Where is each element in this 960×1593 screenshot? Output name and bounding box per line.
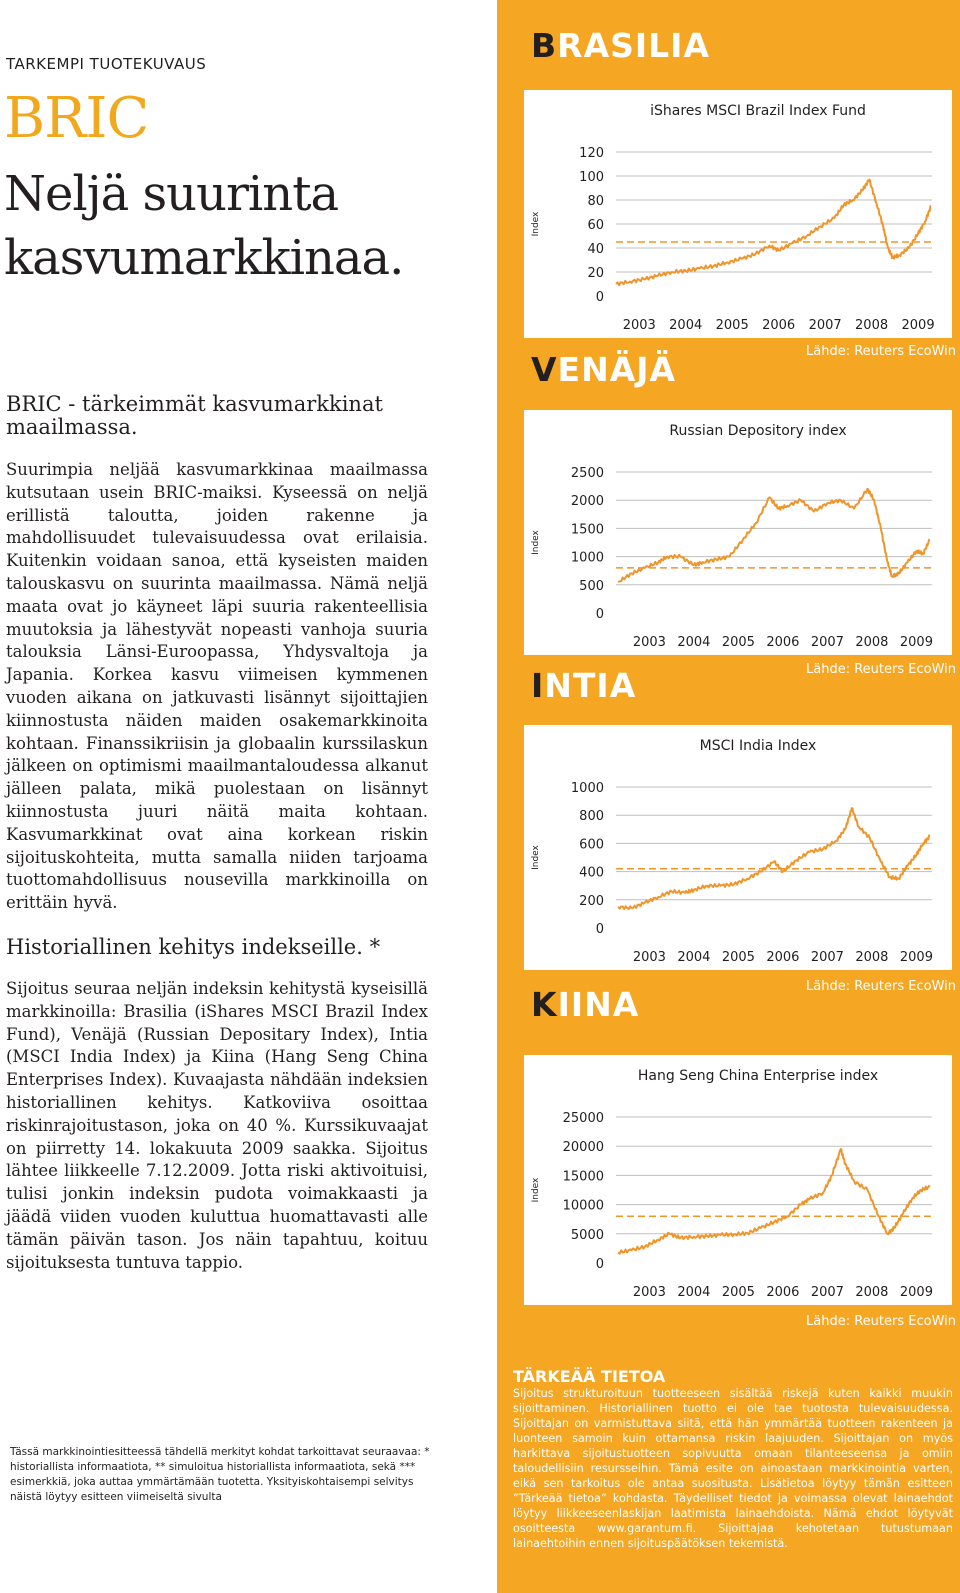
footnote: Tässä markkinointiesitteessä tähdellä merkityt kohdat tarkoittavat seuraavaa: * historiallista informaatiota, ** simuloitua historiallista informaatiota, sekä *** esimerkkiä, joka auttaa ymmärtämään tuotetta. Yksityiskohtaisempi selvitys näistä löytyy esitteen viimeiseltä sivulta xyxy=(10,1446,430,1503)
x-tick-label: 2003 xyxy=(632,950,666,965)
chart-russia xyxy=(524,410,952,655)
chart-panel-russia xyxy=(524,410,952,655)
y-tick-label: 20000 xyxy=(562,1140,604,1156)
info-text: Sijoitus strukturoituun tuotteeseen sisältää riskejä kuten kaikki muukin sijoittaminen. Historiallinen tuotto ei ole tae tuotosta tulevaisuudessa. Sijoittajan on varmistuttava siitä, että hän ymmärtää tuotteen rakenteen ja luonteen samoin kuin ottamansa riskin laajuuden. Sijoittajan on myös harkittava sijoitustuotteen sopivuutta omaan tilanteeseensa ja omiin taloudellisiin resursseihin. Tämä esite on ainoastaan markkinointia varten, eikä sen tarkoitus ole antaa suositusta. Lisätietoa löytyy tämän esitteen ”Tärkeää tietoa” kohdasta. Täydelliset tiedot ja voimassa olevat lainaehdot löytyy liikkeeseenlaskijan laatimista lainaehdoista. Nämä ehdot löytyvät osoitteesta www.garantum.fi. Sijoittajaa kehotetaan tutustumaan lainaehtoihin ennen sijoituspäätöksen tekemistä. xyxy=(513,1387,953,1550)
x-tick-label: 2008 xyxy=(855,635,889,650)
history-heading: Historiallinen kehitys indekseille. * xyxy=(6,935,381,959)
y-axis-label: Index xyxy=(531,845,541,870)
chart-title: iShares MSCI Brazil Index Fund xyxy=(650,103,866,119)
y-tick-label: 10000 xyxy=(562,1198,604,1214)
y-tick-label: 80 xyxy=(587,194,604,209)
y-tick-label: 0 xyxy=(595,1257,604,1272)
x-tick-label: 2004 xyxy=(677,635,711,650)
x-tick-label: 2003 xyxy=(622,318,656,333)
kicker: TARKEMPI TUOTEKUVAUS xyxy=(6,55,207,73)
index-series-line xyxy=(618,808,930,909)
x-tick-label: 2008 xyxy=(855,318,889,333)
index-series-line xyxy=(616,180,931,286)
x-tick-label: 2007 xyxy=(810,1285,844,1300)
y-tick-label: 2500 xyxy=(570,466,604,481)
y-tick-label: 15000 xyxy=(562,1169,604,1185)
y-tick-label: 100 xyxy=(579,170,604,185)
chart-brazil xyxy=(524,90,952,338)
y-tick-label: 500 xyxy=(579,578,604,594)
index-series-line xyxy=(618,1149,930,1254)
right-column xyxy=(497,0,960,1593)
x-tick-label: 2005 xyxy=(715,318,749,333)
chart-china xyxy=(524,1055,952,1305)
y-tick-label: 1500 xyxy=(570,522,604,538)
y-tick-label: 25000 xyxy=(562,1111,604,1126)
x-tick-label: 2006 xyxy=(766,950,800,965)
section-title-china: KIINA xyxy=(531,985,640,1024)
headline: Neljä suurinta kasvumarkkinaa. xyxy=(4,166,404,286)
x-tick-label: 2003 xyxy=(632,1285,666,1300)
source-india: Lähde: Reuters EcoWin xyxy=(806,979,956,994)
y-tick-label: 800 xyxy=(579,809,604,825)
y-axis-label: Index xyxy=(531,1177,541,1203)
x-tick-label: 2009 xyxy=(899,635,933,650)
chart-title: MSCI India Index xyxy=(699,738,817,754)
y-tick-label: 200 xyxy=(579,893,604,909)
y-tick-label: 0 xyxy=(595,290,604,305)
x-tick-label: 2003 xyxy=(632,635,666,650)
x-tick-label: 2009 xyxy=(899,950,933,965)
chart-title: Russian Depository index xyxy=(669,423,847,439)
source-brazil: Lähde: Reuters EcoWin xyxy=(806,344,956,359)
chart-panel-china xyxy=(524,1055,952,1305)
x-tick-label: 2005 xyxy=(721,1285,755,1300)
source-china: Lähde: Reuters EcoWin xyxy=(806,1314,956,1329)
x-tick-label: 2006 xyxy=(766,1285,800,1300)
info-title: TÄRKEÄÄ TIETOA xyxy=(513,1367,666,1386)
y-tick-label: 2000 xyxy=(570,494,604,510)
chart-panel-india xyxy=(524,725,952,970)
page-title: BRIC xyxy=(4,86,149,151)
x-tick-label: 2004 xyxy=(677,1285,711,1300)
y-tick-label: 1000 xyxy=(570,781,604,796)
subheading: BRIC - tärkeimmät kasvumarkkinat maailmassa. xyxy=(6,392,383,439)
x-tick-label: 2007 xyxy=(808,318,842,333)
x-tick-label: 2006 xyxy=(766,635,800,650)
x-tick-label: 2006 xyxy=(762,318,796,333)
chart-title: Hang Seng China Enterprise index xyxy=(637,1068,879,1084)
x-tick-label: 2007 xyxy=(810,635,844,650)
y-tick-label: 0 xyxy=(595,922,604,937)
x-tick-label: 2004 xyxy=(677,950,711,965)
y-tick-label: 60 xyxy=(587,218,604,233)
x-tick-label: 2009 xyxy=(901,318,935,333)
y-axis-label: Index xyxy=(531,211,541,237)
x-tick-label: 2008 xyxy=(855,1285,889,1300)
chart-panel-brazil xyxy=(524,90,952,338)
y-axis-label: Index xyxy=(531,530,541,555)
y-tick-label: 400 xyxy=(579,865,604,881)
x-tick-label: 2005 xyxy=(721,635,755,650)
source-russia: Lähde: Reuters EcoWin xyxy=(806,662,956,677)
x-tick-label: 2007 xyxy=(810,950,844,965)
x-tick-label: 2004 xyxy=(669,318,703,333)
y-tick-label: 600 xyxy=(579,837,604,853)
chart-india xyxy=(524,725,952,970)
y-tick-label: 0 xyxy=(595,607,604,622)
y-tick-label: 1000 xyxy=(570,550,604,566)
history-paragraph: Sijoitus seuraa neljän indeksin kehitystä kyseisillä markkinoilla: Brasilia (iShares MSCI Brazil Index Fund), Venäjä (Russian Depositary Index), Intia (MSCI India Index) ja Kiina (Hang Seng China Enterprises Index). Kuvaajasta nähdään indeksien historiallinen kehitys. Katkoviiva osoittaa riskinrajoitustason, joka on 40 %. Kurssikuvaajat on piirretty 14. lokakuuta 2009 saakka. Sijoitus lähtee liikkeelle 7.12.2009. Jotta riski aktivoituisi, tulisi jonkin indeksin pudota voimakkaasti ja jäädä viiden vuoden kuluttua huomattavasti alle tämän päivän tason. Jos näin tapahtuu, koituu sijoituksesta tuntuva tappio. xyxy=(6,979,428,1272)
section-title-russia: VENÄJÄ xyxy=(531,350,677,389)
y-tick-label: 120 xyxy=(579,146,604,161)
y-tick-label: 20 xyxy=(587,266,604,281)
x-tick-label: 2009 xyxy=(899,1285,933,1300)
section-title-india: INTIA xyxy=(531,666,637,705)
y-tick-label: 5000 xyxy=(570,1227,604,1243)
section-title-brazil: BRASILIA xyxy=(531,26,710,65)
y-tick-label: 40 xyxy=(587,242,604,257)
intro-paragraph: Suurimpia neljää kasvumarkkinaa maailmassa kutsutaan usein BRIC-maiksi. Kyseessä on neljä erillistä taloutta, joiden rakenne ja mahdollisuudet tulevaisuudessa ovat erilaisia. Kuitenkin voidaan sanoa, että kyseisten maiden talouskasvu on suurinta maailmassa. Nämä neljä maata ovat jo käyneet läpi suuria rakenteellisia muutoksia ja lähestyvät nopeasti vanhoja suuria talouksia Länsi-Euroopassa, Yhdysvaltoja ja Japania. Korkea kasvu viimeisen kymmenen vuoden aikana on jatkuvasti lisännyt sijoittajien kiinnostusta näiden maiden osakemarkkinoita kohtaan. Finanssikriisin ja globaalin kurssilaskun jälkeen on optimismi maailmantaloudessa alkanut jälleen palata, mikä puolestaan on lisännyt kiinnostusta juuri näitä maita kohtaan. Kasvumarkkinat ovat aina korkean riskin sijoituskohteita, mutta samalla niiden tarjoama tuottomahdollisuus nousevilla markkinoilla on erittäin hyvä. xyxy=(6,460,428,913)
x-tick-label: 2008 xyxy=(855,950,889,965)
x-tick-label: 2005 xyxy=(721,950,755,965)
